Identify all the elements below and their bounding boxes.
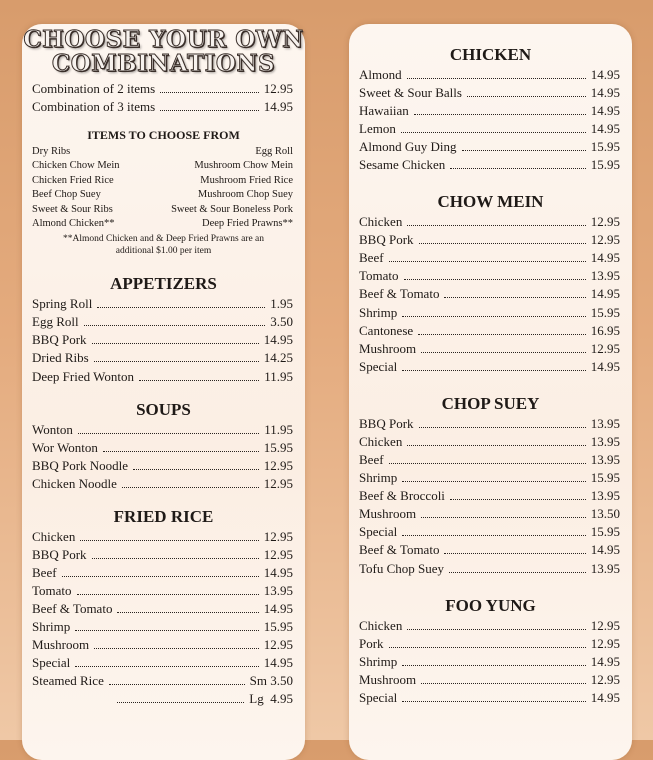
menu-item-row bbox=[359, 305, 620, 321]
choose-item: Dry Ribs bbox=[32, 146, 71, 157]
item-price: 14.95 bbox=[590, 67, 620, 82]
menu-item-row bbox=[32, 583, 293, 599]
choose-item: Mushroom Chow Mein bbox=[194, 160, 293, 171]
item-name: Shrimp bbox=[359, 654, 398, 669]
item-name: Combination of 2 items bbox=[32, 81, 156, 96]
item-name: Egg Roll bbox=[32, 314, 79, 329]
item-price: 15.95 bbox=[590, 305, 620, 320]
item-price: 13.95 bbox=[590, 488, 620, 503]
menu-item-row bbox=[32, 547, 293, 563]
item-price: 12.95 bbox=[263, 458, 293, 473]
menu-item-row bbox=[32, 673, 293, 689]
item-name: Tofu Chop Suey bbox=[359, 561, 445, 576]
section-title-chicken: CHICKEN bbox=[449, 45, 532, 64]
section-title-choose: ITEMS TO CHOOSE FROM bbox=[87, 128, 240, 142]
choose-item: Mushroom Chop Suey bbox=[197, 189, 293, 200]
menu-item-row bbox=[359, 157, 620, 173]
item-price: 14.95 bbox=[263, 565, 293, 580]
item-name: Chicken bbox=[359, 434, 403, 449]
menu-item-row bbox=[359, 470, 620, 486]
menu-title-line2: COMBINATIONS bbox=[51, 50, 276, 77]
item-name: BBQ Pork bbox=[359, 232, 414, 247]
item-price: 12.95 bbox=[590, 618, 620, 633]
choose-item: Chicken Chow Mein bbox=[32, 160, 120, 171]
choose-item-pair bbox=[32, 203, 293, 216]
item-price: 13.50 bbox=[590, 506, 620, 521]
item-price: 14.95 bbox=[590, 121, 620, 136]
menu-item-row bbox=[32, 314, 293, 330]
item-name: Chicken bbox=[359, 618, 403, 633]
menu-item-row bbox=[359, 636, 620, 652]
choose-item: Chicken Fried Rice bbox=[32, 175, 114, 186]
item-name: Wor Wonton bbox=[32, 440, 98, 455]
item-name: Sweet & Sour Balls bbox=[359, 85, 462, 100]
item-price: 13.95 bbox=[590, 561, 620, 576]
item-price: 11.95 bbox=[264, 422, 293, 437]
item-name: BBQ Pork bbox=[359, 416, 414, 431]
choose-item: Sweet & Sour Ribs bbox=[32, 204, 113, 215]
item-name: Shrimp bbox=[359, 305, 398, 320]
item-price: 11.95 bbox=[264, 369, 293, 384]
item-price: 14.95 bbox=[263, 332, 293, 347]
menu-item-row bbox=[359, 488, 620, 504]
choose-item-pair bbox=[32, 159, 293, 172]
item-name: Spring Roll bbox=[32, 296, 93, 311]
item-price: 12.95 bbox=[263, 529, 293, 544]
item-price: 12.95 bbox=[590, 341, 620, 356]
item-price: 13.95 bbox=[590, 434, 620, 449]
menu-item-row bbox=[359, 416, 620, 432]
item-price: 12.95 bbox=[263, 81, 293, 96]
item-name: Beef & Tomato bbox=[359, 286, 440, 301]
item-name: Chicken bbox=[359, 214, 403, 229]
choose-note bbox=[22, 233, 305, 257]
item-price: 13.95 bbox=[590, 452, 620, 467]
menu-item-row bbox=[32, 99, 293, 115]
item-name: Chicken Noodle bbox=[32, 476, 117, 491]
item-price: 14.95 bbox=[590, 542, 620, 557]
menu-item-row bbox=[359, 690, 620, 706]
menu-item-row bbox=[32, 655, 293, 671]
choose-note-line: **Almond Chicken and & Deep Fried Prawns are an bbox=[62, 234, 265, 244]
menu-item-row bbox=[32, 440, 293, 456]
item-price: 12.95 bbox=[590, 636, 620, 651]
menu-item-row bbox=[32, 565, 293, 581]
item-price: 15.95 bbox=[263, 619, 293, 634]
menu-item-row bbox=[359, 121, 620, 137]
item-name: Cantonese bbox=[359, 323, 414, 338]
menu-panel-left bbox=[22, 24, 305, 760]
item-price: 16.95 bbox=[590, 323, 620, 338]
item-price: 1.95 bbox=[270, 296, 293, 311]
item-price: 14.95 bbox=[590, 654, 620, 669]
item-name: Beef & Broccoli bbox=[359, 488, 445, 503]
menu-item-row bbox=[359, 524, 620, 540]
item-price: 14.95 bbox=[263, 99, 293, 114]
menu-item-row bbox=[359, 67, 620, 83]
choose-item: Almond Chicken** bbox=[32, 218, 115, 229]
item-name: Sesame Chicken bbox=[359, 157, 446, 172]
item-name: BBQ Pork Noodle bbox=[32, 458, 129, 473]
menu-item-row bbox=[32, 350, 293, 366]
menu-item-row bbox=[359, 250, 620, 266]
menu-item-row bbox=[359, 359, 620, 375]
choose-note-line: additional $1.00 per item bbox=[115, 246, 212, 256]
menu-item-row bbox=[359, 506, 620, 522]
menu-item-row bbox=[359, 323, 620, 339]
item-price: 14.95 bbox=[590, 286, 620, 301]
menu-item-row bbox=[359, 85, 620, 101]
item-name: Shrimp bbox=[359, 470, 398, 485]
section-title-chow-mein: CHOW MEIN bbox=[437, 192, 544, 211]
section-title-foo-yung: FOO YUNG bbox=[445, 596, 536, 615]
menu-item-row bbox=[359, 103, 620, 119]
choose-item: Beef Chop Suey bbox=[32, 189, 101, 200]
choose-item: Egg Roll bbox=[255, 146, 293, 157]
menu-item-row bbox=[359, 672, 620, 688]
item-price: 12.95 bbox=[263, 476, 293, 491]
choose-item-pair bbox=[32, 145, 293, 158]
menu-item-row bbox=[359, 434, 620, 450]
item-price: 15.95 bbox=[590, 139, 620, 154]
item-name: Beef bbox=[32, 565, 57, 580]
menu-item-row bbox=[32, 601, 293, 617]
item-price: 15.95 bbox=[590, 470, 620, 485]
section-title-soups: SOUPS bbox=[136, 400, 191, 419]
item-name: Almond Guy Ding bbox=[359, 139, 457, 154]
menu-item-row bbox=[359, 542, 620, 558]
item-name: Special bbox=[359, 690, 398, 705]
item-price: 14.25 bbox=[263, 350, 293, 365]
item-name: Wonton bbox=[32, 422, 73, 437]
menu-item-row bbox=[359, 452, 620, 468]
menu-item-row bbox=[32, 422, 293, 438]
choose-item-pair bbox=[32, 188, 293, 201]
menu-item-row bbox=[359, 268, 620, 284]
item-price: 12.95 bbox=[263, 547, 293, 562]
item-price: 14.95 bbox=[590, 85, 620, 100]
item-name: Beef & Tomato bbox=[359, 542, 440, 557]
item-price: 12.95 bbox=[590, 232, 620, 247]
section-title-fried-rice: FRIED RICE bbox=[113, 507, 214, 526]
section-title-appetizers: APPETIZERS bbox=[110, 274, 217, 293]
choose-item-pair bbox=[32, 217, 293, 230]
menu-item-row bbox=[359, 232, 620, 248]
item-name: BBQ Pork bbox=[32, 547, 87, 562]
item-price: 14.95 bbox=[590, 690, 620, 705]
item-price: 13.95 bbox=[590, 416, 620, 431]
item-name: Tomato bbox=[359, 268, 399, 283]
menu-item-row bbox=[112, 691, 293, 707]
item-name: Mushroom bbox=[359, 672, 417, 687]
menu-item-row bbox=[32, 476, 293, 492]
menu-panel-right bbox=[349, 24, 632, 760]
item-name: Special bbox=[359, 524, 398, 539]
item-name: Lemon bbox=[359, 121, 396, 136]
item-price: Sm 3.50 bbox=[249, 673, 293, 688]
menu-item-row bbox=[359, 286, 620, 302]
item-price: 14.95 bbox=[263, 601, 293, 616]
choose-item: Mushroom Fried Rice bbox=[200, 175, 293, 186]
menu-item-row bbox=[359, 139, 620, 155]
item-name: Beef & Tomato bbox=[32, 601, 113, 616]
item-price: 14.95 bbox=[590, 250, 620, 265]
item-price: 15.95 bbox=[263, 440, 293, 455]
item-name: Special bbox=[32, 655, 71, 670]
item-name: Beef bbox=[359, 250, 384, 265]
menu-item-row bbox=[32, 81, 293, 97]
item-name: Hawaiian bbox=[359, 103, 409, 118]
menu-item-row bbox=[359, 214, 620, 230]
item-name: Combination of 3 items bbox=[32, 99, 156, 114]
item-name: Shrimp bbox=[32, 619, 71, 634]
item-price: 13.95 bbox=[263, 583, 293, 598]
item-price: 14.95 bbox=[263, 655, 293, 670]
item-price: Lg 4.95 bbox=[249, 691, 293, 706]
item-name: Tomato bbox=[32, 583, 72, 598]
menu-item-row bbox=[32, 637, 293, 653]
menu-item-row bbox=[32, 458, 293, 474]
item-price: 14.95 bbox=[590, 103, 620, 118]
item-name: Special bbox=[359, 359, 398, 374]
menu-item-row bbox=[359, 654, 620, 670]
menu-item-row bbox=[359, 561, 620, 577]
menu-title-line1: CHOOSE YOUR OWN bbox=[23, 26, 304, 53]
menu-title bbox=[22, 28, 305, 76]
menu-item-row bbox=[359, 341, 620, 357]
menu-item-row bbox=[359, 618, 620, 634]
item-price: 3.50 bbox=[270, 314, 293, 329]
item-price: 15.95 bbox=[590, 157, 620, 172]
menu-item-row bbox=[32, 619, 293, 635]
item-name: Almond bbox=[359, 67, 402, 82]
choose-item: Deep Fried Prawns** bbox=[202, 218, 293, 229]
item-price: 12.95 bbox=[590, 214, 620, 229]
item-name: Steamed Rice bbox=[32, 673, 104, 688]
item-name: Pork bbox=[359, 636, 384, 651]
choose-item: Sweet & Sour Boneless Pork bbox=[171, 204, 293, 215]
item-name: Dried Ribs bbox=[32, 350, 89, 365]
menu-item-row bbox=[32, 529, 293, 545]
item-name: Chicken bbox=[32, 529, 76, 544]
section-title-chop-suey: CHOP SUEY bbox=[441, 394, 540, 413]
item-name: Beef bbox=[359, 452, 384, 467]
item-name: Mushroom bbox=[32, 637, 90, 652]
menu-item-row bbox=[32, 296, 293, 312]
item-name: Deep Fried Wonton bbox=[32, 369, 134, 384]
item-name: Mushroom bbox=[359, 506, 417, 521]
choose-item-pair bbox=[32, 174, 293, 187]
item-price: 12.95 bbox=[590, 672, 620, 687]
menu-item-row bbox=[32, 369, 293, 385]
item-name: BBQ Pork bbox=[32, 332, 87, 347]
menu-item-row bbox=[32, 332, 293, 348]
item-price: 12.95 bbox=[263, 637, 293, 652]
item-price: 13.95 bbox=[590, 268, 620, 283]
item-name: Mushroom bbox=[359, 341, 417, 356]
item-price: 15.95 bbox=[590, 524, 620, 539]
item-price: 14.95 bbox=[590, 359, 620, 374]
